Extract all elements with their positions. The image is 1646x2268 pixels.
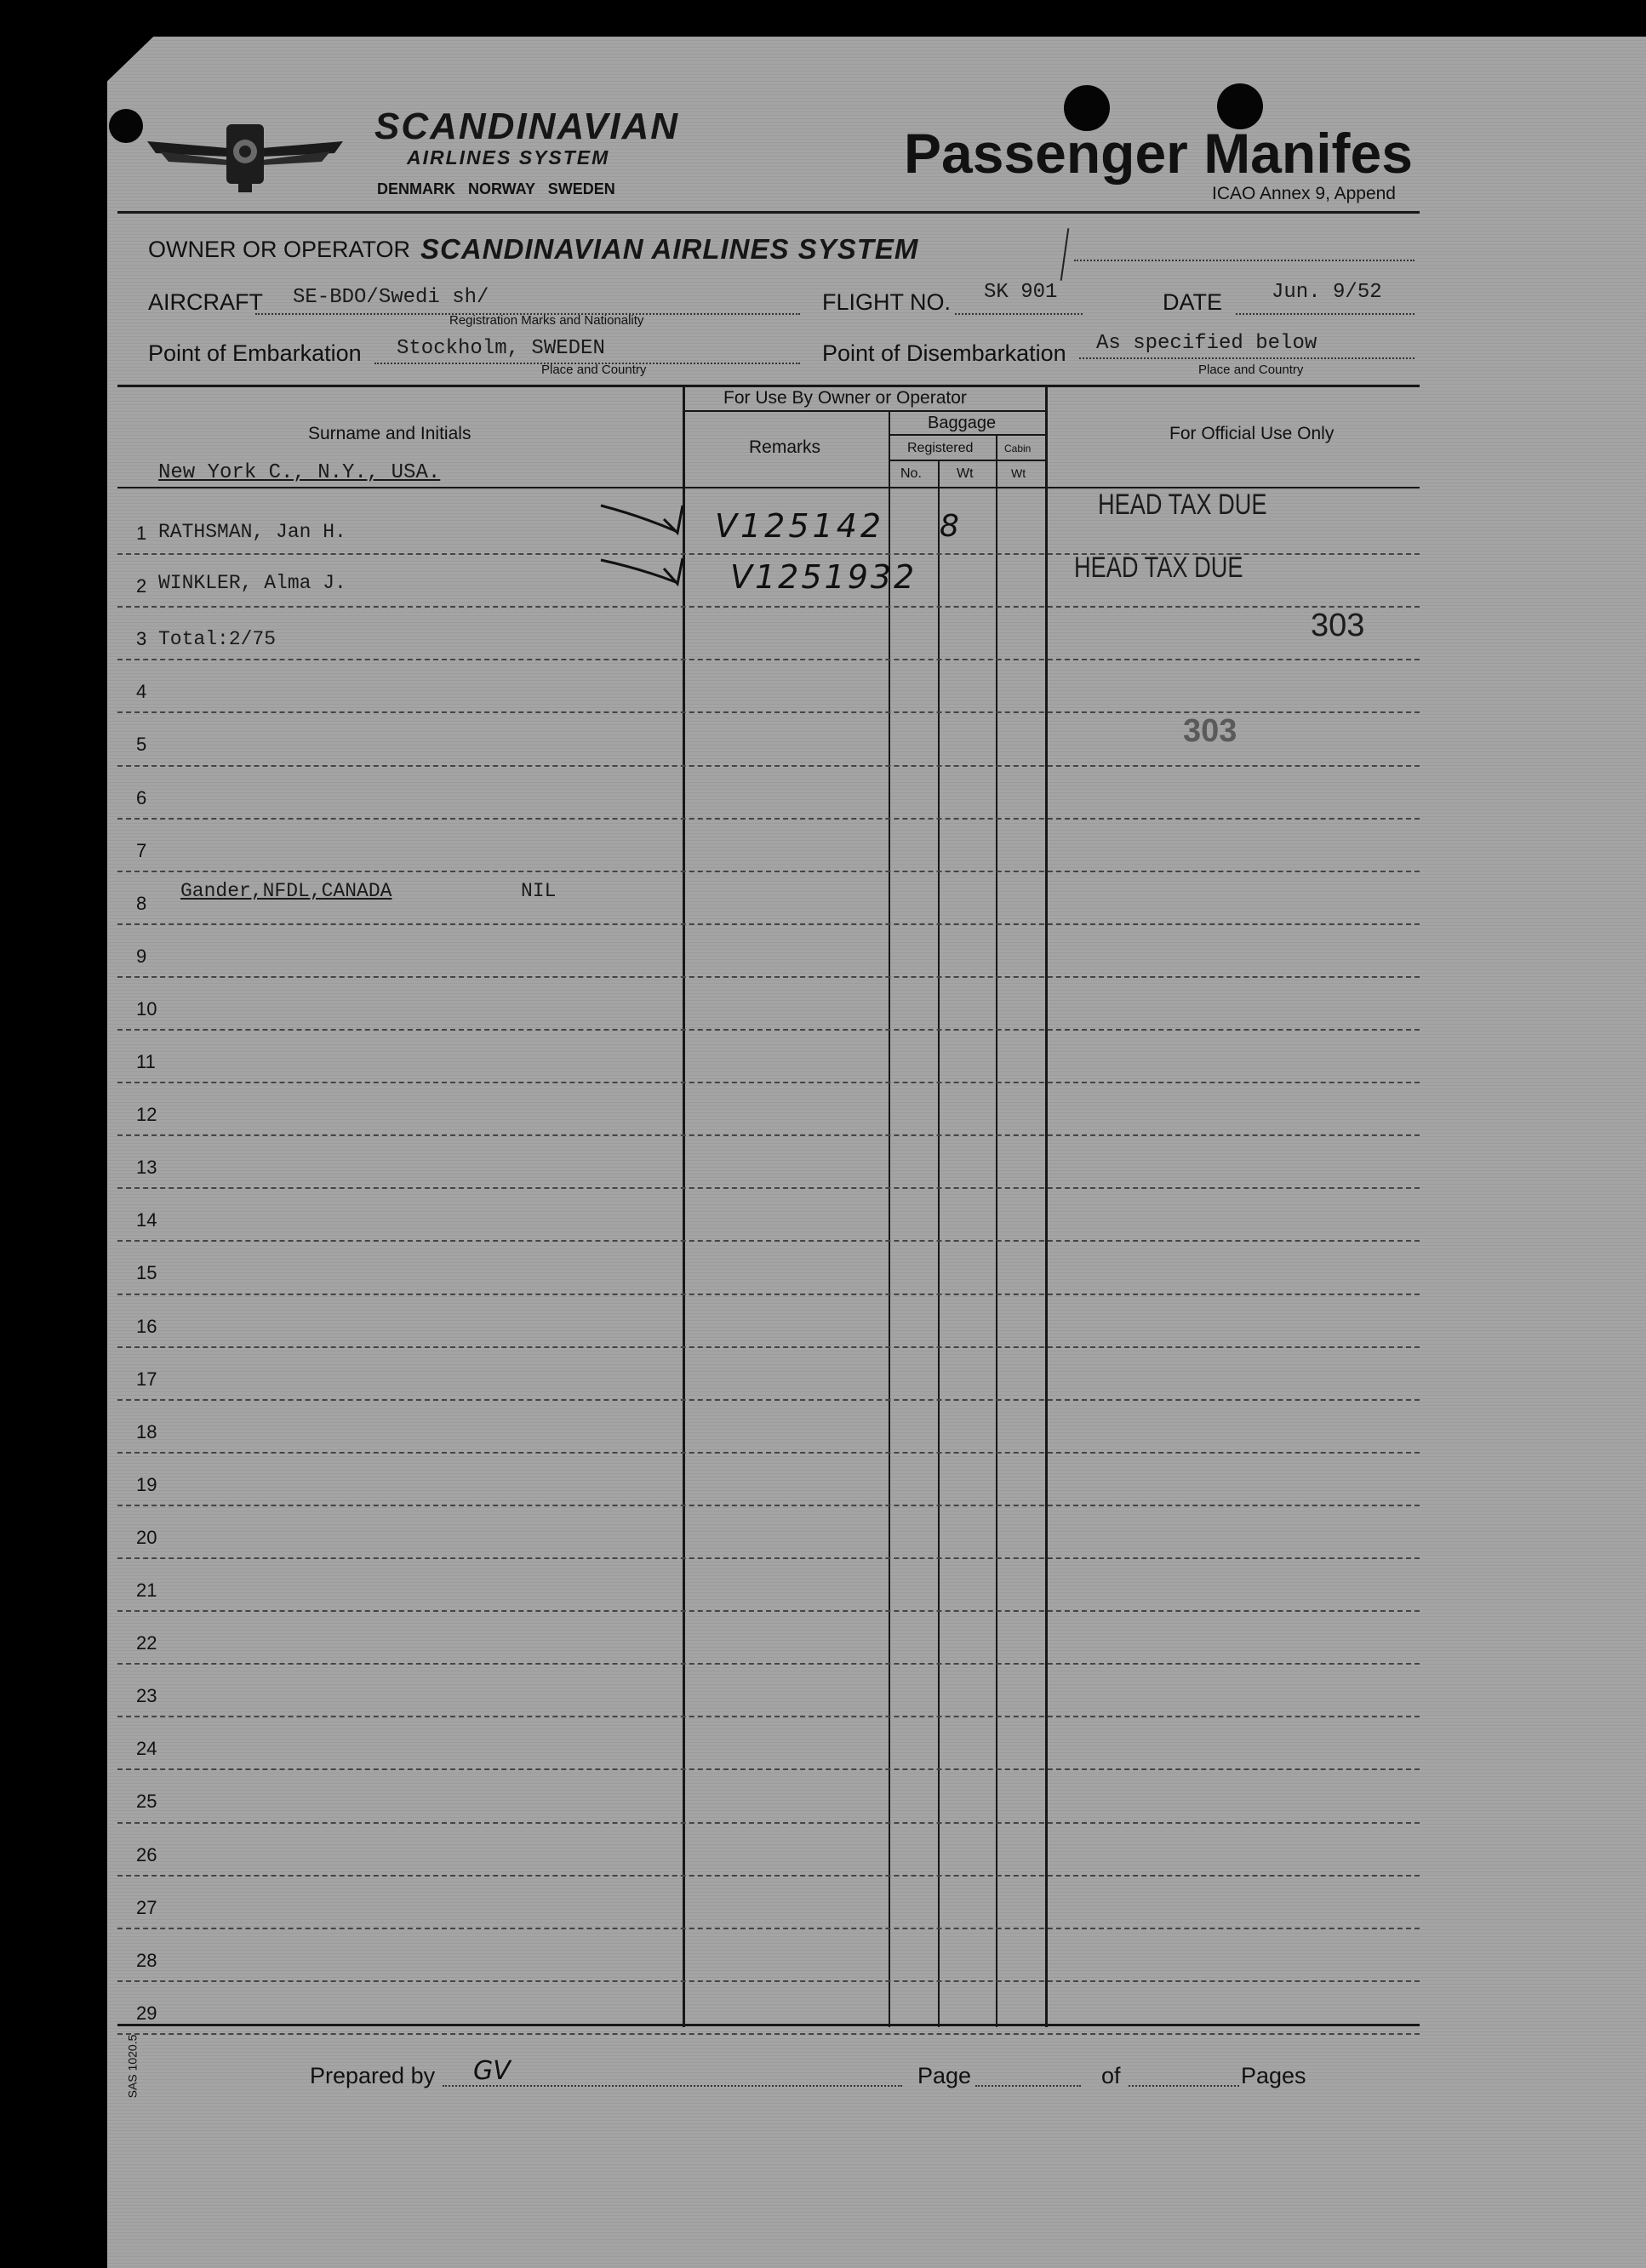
table-header-rule bbox=[683, 410, 1045, 412]
remark-ticket: V125142 bbox=[715, 507, 885, 545]
row-number: 15 bbox=[136, 1262, 157, 1284]
form-code: SAS 1020.5 bbox=[125, 2034, 140, 2099]
table-top-rule bbox=[117, 385, 1420, 387]
row-number: 24 bbox=[136, 1738, 157, 1760]
disembark-caption: Place and Country bbox=[1198, 363, 1304, 377]
row-number: 21 bbox=[136, 1580, 157, 1601]
row-number: 16 bbox=[136, 1315, 157, 1337]
col-owner-group-header: For Use By Owner or Operator bbox=[723, 388, 967, 408]
head-tax-stamp: HEAD TAX DUE bbox=[1074, 551, 1243, 584]
row-number: 9 bbox=[136, 945, 147, 967]
row-number: 27 bbox=[136, 1896, 157, 1918]
disembark-value: As specified below bbox=[1096, 332, 1317, 355]
row-number: 19 bbox=[136, 1473, 157, 1495]
col-wt-header: Wt bbox=[957, 466, 974, 481]
row-rule bbox=[117, 1980, 1420, 1982]
embark-caption: Place and Country bbox=[541, 363, 647, 377]
row-rule bbox=[117, 923, 1420, 925]
row-rule bbox=[117, 606, 1420, 608]
col-remarks-header: Remarks bbox=[749, 437, 821, 457]
pages-label: Pages bbox=[1241, 2063, 1306, 2088]
table-header-rule bbox=[889, 460, 1045, 461]
col-cabin-wt-header: Wt bbox=[1011, 466, 1026, 480]
official-number-stamp: 303 bbox=[1311, 608, 1365, 643]
row-number: 29 bbox=[136, 2002, 157, 2024]
row-rule bbox=[117, 1399, 1420, 1401]
row-rule bbox=[117, 1663, 1420, 1665]
row-rule bbox=[117, 976, 1420, 978]
row-number: 20 bbox=[136, 1526, 157, 1548]
row-rule bbox=[117, 1557, 1420, 1559]
row-rule bbox=[117, 1452, 1420, 1454]
check-mark-icon bbox=[597, 494, 691, 596]
gander-value: NIL bbox=[521, 880, 557, 902]
airline-countries: DENMARK NORWAY SWEDEN bbox=[377, 180, 615, 197]
column-divider bbox=[683, 385, 685, 2027]
disembark-rule bbox=[1079, 357, 1415, 359]
row-number: 11 bbox=[136, 1051, 156, 1072]
passenger-name: WINKLER, Alma J. bbox=[158, 572, 346, 594]
column-divider bbox=[996, 436, 997, 2027]
row-rule bbox=[117, 1240, 1420, 1242]
row-number: 22 bbox=[136, 1632, 157, 1654]
row-number: 1 bbox=[136, 523, 147, 544]
airline-name-line1: SCANDINAVIAN bbox=[374, 106, 680, 147]
disembark-label: Point of Disembarkation bbox=[822, 340, 1066, 366]
row-number: 14 bbox=[136, 1209, 157, 1231]
form-title: Passenger Manifes bbox=[904, 122, 1413, 185]
aircraft-value: SE-BDO/Swedi sh/ bbox=[293, 286, 489, 309]
row-number: 17 bbox=[136, 1368, 157, 1390]
total-line: Total:2/75 bbox=[158, 628, 277, 650]
aircraft-label: AIRCRAFT bbox=[148, 289, 263, 315]
header-rule bbox=[117, 211, 1420, 214]
airline-name-line2: AIRLINES SYSTEM bbox=[407, 146, 610, 169]
col-no-header: No. bbox=[900, 466, 922, 481]
row-rule bbox=[117, 1822, 1420, 1824]
col-official-header: For Official Use Only bbox=[1169, 424, 1335, 443]
row-rule bbox=[117, 1187, 1420, 1189]
row-number: 7 bbox=[136, 839, 147, 861]
row-number: 26 bbox=[136, 1843, 157, 1865]
row-rule bbox=[117, 1610, 1420, 1612]
row-rule bbox=[117, 1875, 1420, 1877]
row-rule bbox=[117, 1082, 1420, 1083]
prepared-rule bbox=[443, 2085, 902, 2087]
airline-logo-icon bbox=[143, 109, 347, 194]
table-header-rule bbox=[889, 434, 1045, 436]
row-rule bbox=[117, 818, 1420, 820]
column-divider bbox=[1045, 385, 1048, 2027]
row-rule bbox=[117, 1134, 1420, 1136]
gander-place: Gander,NFDL,CANADA bbox=[180, 880, 392, 902]
row-number: 5 bbox=[136, 734, 147, 756]
row-number: 25 bbox=[136, 1791, 157, 1813]
row-number: 3 bbox=[136, 628, 147, 650]
flight-label: FLIGHT NO. bbox=[822, 289, 952, 315]
date-rule bbox=[1236, 313, 1415, 315]
row-number: 2 bbox=[136, 575, 147, 597]
official-number-stamp-faint: 303 bbox=[1183, 713, 1237, 749]
row-rule bbox=[117, 1346, 1420, 1348]
row-rule bbox=[117, 765, 1420, 767]
destination-header: New York C., N.Y., USA. bbox=[158, 461, 441, 484]
row-number: 18 bbox=[136, 1420, 157, 1442]
row-number: 6 bbox=[136, 786, 147, 808]
row-rule bbox=[117, 1505, 1420, 1506]
baggage-count: 8 bbox=[940, 509, 959, 544]
head-tax-stamp: HEAD TAX DUE bbox=[1098, 488, 1267, 521]
prepared-label: Prepared by bbox=[310, 2063, 436, 2088]
owner-rule bbox=[1074, 260, 1415, 261]
row-number: 4 bbox=[136, 681, 147, 703]
prepared-value: GV bbox=[473, 2056, 511, 2086]
col-cabin-header: Cabin bbox=[1004, 443, 1032, 454]
page-rule bbox=[975, 2085, 1081, 2087]
row-number: 23 bbox=[136, 1685, 157, 1707]
row-number: 12 bbox=[136, 1104, 157, 1126]
row-rule bbox=[117, 1716, 1420, 1717]
row-number: 28 bbox=[136, 1949, 157, 1971]
owner-label: OWNER OR OPERATOR bbox=[148, 237, 411, 262]
row-rule bbox=[117, 659, 1420, 660]
aircraft-caption: Registration Marks and Nationality bbox=[449, 313, 644, 328]
col-surname-header: Surname and Initials bbox=[308, 424, 472, 443]
page-label: Page bbox=[917, 2063, 972, 2088]
row-rule bbox=[117, 1928, 1420, 1929]
passenger-name: RATHSMAN, Jan H. bbox=[158, 521, 346, 543]
date-value: Jun. 9/52 bbox=[1272, 281, 1382, 304]
row-rule bbox=[117, 1768, 1420, 1770]
embark-label: Point of Embarkation bbox=[148, 340, 362, 366]
table-bottom-rule bbox=[117, 2024, 1420, 2026]
row-rule bbox=[117, 2033, 1420, 2035]
row-rule bbox=[117, 871, 1420, 872]
date-label: DATE bbox=[1163, 289, 1223, 315]
row-number: 13 bbox=[136, 1157, 157, 1179]
flight-value: SK 901 bbox=[984, 281, 1058, 304]
flight-rule bbox=[955, 313, 1083, 315]
col-baggage-header: Baggage bbox=[928, 414, 997, 432]
remark-ticket: V1251932 bbox=[730, 558, 917, 596]
manifest-sheet bbox=[107, 37, 1646, 2268]
column-divider bbox=[938, 460, 940, 2027]
col-registered-header: Registered bbox=[907, 441, 974, 455]
punch-hole bbox=[109, 109, 143, 143]
of-label: of bbox=[1101, 2063, 1121, 2088]
form-subtitle: ICAO Annex 9, Append bbox=[1212, 184, 1396, 203]
row-number: 10 bbox=[136, 997, 157, 1020]
row-number: 8 bbox=[136, 892, 147, 914]
embark-value: Stockholm, SWEDEN bbox=[397, 337, 605, 360]
of-rule bbox=[1129, 2085, 1239, 2087]
owner-value: SCANDINAVIAN AIRLINES SYSTEM bbox=[420, 233, 919, 265]
row-rule bbox=[117, 1294, 1420, 1295]
column-divider bbox=[889, 412, 890, 2027]
row-rule bbox=[117, 1029, 1420, 1031]
